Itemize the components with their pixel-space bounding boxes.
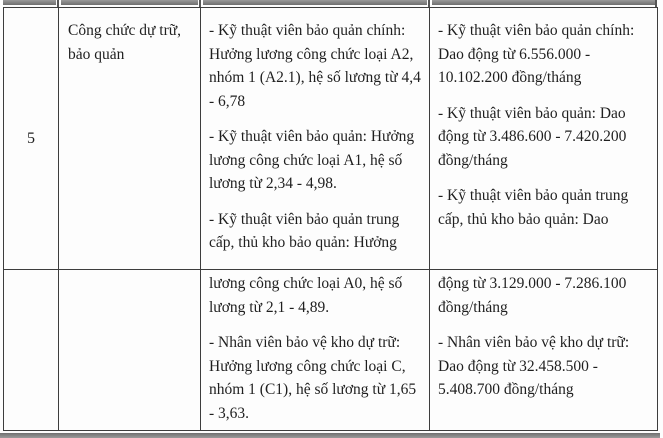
row-number-cell <box>4 8 59 270</box>
table-row <box>4 270 658 431</box>
salary-range-cell-top <box>430 8 658 270</box>
category-cell <box>59 8 201 270</box>
table-row <box>4 8 658 270</box>
salary-grade-table <box>3 7 658 431</box>
grade-paragraph: - Kỹ thuật viên bảo quản chính: Hưởng lương công chức loại A2, nhóm 1 (A2.1), hệ số lương từ 4,4 - 6,78 <box>209 22 421 110</box>
salary-paragraph: - Kỹ thuật viên bảo quản: Dao động từ 3.486.600 - 7.420.200 đồng/tháng <box>438 104 627 169</box>
salary-paragraph: - Kỹ thuật viên bảo quản chính: Dao động từ 6.556.000 - 10.102.200 đồng/tháng <box>438 22 635 86</box>
empty-number-cell <box>4 270 59 431</box>
salary-paragraph-continuation: động từ 3.129.000 - 7.286.100 đồng/tháng <box>438 275 627 316</box>
grade-detail-cell-bottom <box>201 270 430 431</box>
category-label: Công chức dự trữ, bảo quản <box>68 22 182 63</box>
salary-paragraph: - Kỹ thuật viên bảo quản trung cấp, thủ kho bảo quản: Dao <box>438 187 629 228</box>
salary-range-cell-bottom <box>430 270 658 431</box>
grade-paragraph: - Nhân viên bảo vệ kho dự trữ: Hưởng lương công chức loại C, nhóm 1 (C1), hệ số lương từ 1,65 - 3,63. <box>209 334 417 422</box>
salary-paragraph: - Nhân viên bảo vệ kho dự trữ: Dao động từ 32.458.500 - 5.408.700 đồng/tháng <box>438 334 630 398</box>
top-edge-artifact-segment <box>203 0 427 5</box>
grade-paragraph: - Kỹ thuật viên bảo quản trung cấp, thủ kho bảo quản: Hưởng <box>209 210 400 251</box>
top-edge-artifact-segment <box>3 0 56 5</box>
bottom-edge-artifact <box>0 433 660 438</box>
grade-detail-cell-top <box>201 8 430 270</box>
grade-paragraph: - Kỹ thuật viên bảo quản: Hưởng lương công chức loại A1, hệ số lương từ 2,34 - 4,98. <box>209 128 415 192</box>
row-number: 5 <box>27 129 35 147</box>
grade-paragraph-continuation: lương công chức loại A0, hệ số lương từ 2,1 - 4,89. <box>209 275 403 316</box>
top-edge-artifact-segment <box>61 0 198 5</box>
empty-category-cell <box>59 270 201 431</box>
top-edge-artifact-segment <box>432 0 656 5</box>
